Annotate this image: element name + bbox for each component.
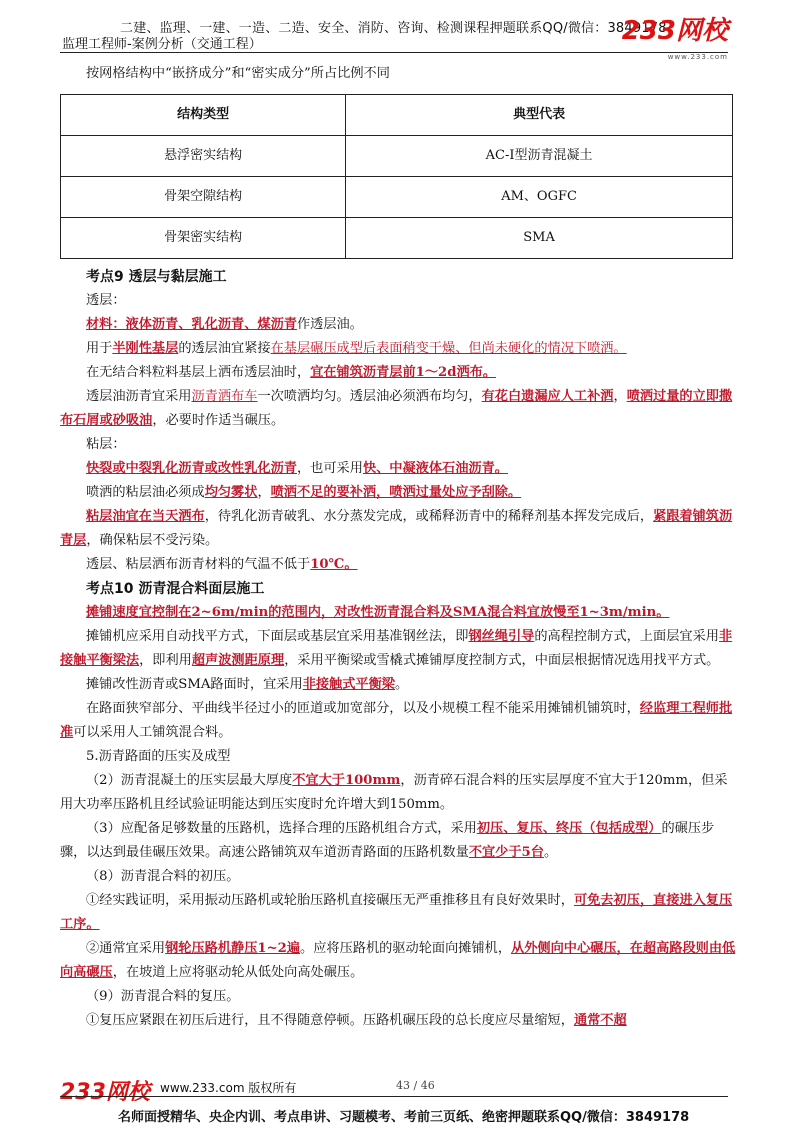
text: ， xyxy=(257,485,271,500)
highlight: 非接触式平衡梁 xyxy=(302,677,395,692)
paragraph xyxy=(60,385,736,433)
highlight: 10℃。 xyxy=(310,557,358,572)
paragraph xyxy=(60,937,736,985)
table-header-cell: 结构类型 xyxy=(61,95,346,136)
paragraph xyxy=(60,673,736,697)
paragraph: （9）沥青混合料的复压。 xyxy=(86,989,240,1004)
table-row xyxy=(61,218,733,259)
logo-text: 233网校 xyxy=(621,16,728,46)
paragraph xyxy=(60,601,736,625)
highlight: 材料：液体沥青、乳化沥青、煤沥青 xyxy=(86,317,297,332)
highlight: 初压、复压、终压（包括成型） xyxy=(476,821,662,836)
header-ad-line: 二建、监理、一建、一造、二造、安全、消防、咨询、检测课程押题联系QQ/微信：3849178 xyxy=(120,21,667,36)
highlight: 宜在铺筑沥青层前1～2d洒布。 xyxy=(310,365,497,380)
document-title: 监理工程师-案例分析（交通工程） xyxy=(62,37,262,52)
paragraph xyxy=(60,817,736,865)
highlight: 通常不超 xyxy=(573,1013,627,1028)
text: ②通常宜采用 xyxy=(86,941,166,956)
highlight: 半刚性基层 xyxy=(112,341,179,356)
table-cell: 悬浮密实结构 xyxy=(61,136,346,177)
highlight: 非接触平衡梁法 xyxy=(60,629,733,668)
highlight: 在基层碾压成型后表面稍变干燥、但尚未硬化的情况下喷洒。 xyxy=(270,341,627,356)
footer-logo[interactable]: 233网校 xyxy=(60,1080,150,1105)
text: 透层油沥青宜采用 xyxy=(86,389,192,404)
text: ，必要时作适当碾压。 xyxy=(152,413,285,428)
table-cell: 骨架密实结构 xyxy=(61,218,346,259)
paragraph xyxy=(60,769,736,817)
table-row xyxy=(61,177,733,218)
logo-url: www.233.com xyxy=(667,53,728,61)
topic-10-heading: 考点10 沥青混合料面层施工 xyxy=(86,581,265,597)
text: 的透层油宜紧接 xyxy=(178,341,271,356)
text: ，待乳化沥青破乳、水分蒸发完成，或稀释沥青中的稀释剂基本挥发完成后， xyxy=(204,509,654,524)
highlight: 快、中凝液体石油沥青。 xyxy=(362,461,508,476)
section-heading: 5.沥青路面的压实及成型 xyxy=(86,749,231,764)
paragraph xyxy=(60,481,736,505)
paragraph xyxy=(60,313,736,337)
highlight: 喷洒不足的要补洒，喷洒过量处应予刮除。 xyxy=(270,485,522,500)
table-header-cell: 典型代表 xyxy=(346,95,733,136)
text: ， xyxy=(613,389,627,404)
text: 可以采用人工铺筑混合料。 xyxy=(73,725,232,740)
text: 。 xyxy=(395,677,409,692)
text: （3）应配备足够数量的压路机，选择合理的压路机组合方式，采用 xyxy=(86,821,477,836)
paragraph xyxy=(60,505,736,553)
highlight: 超声波测距原理 xyxy=(191,653,285,668)
table-row xyxy=(61,136,733,177)
text: ，采用平衡梁或雪橇式摊铺厚度控制方式，中面层根据情况选用找平方式。 xyxy=(284,653,720,668)
table-cell: SMA xyxy=(346,218,733,259)
highlight: 均匀雾状 xyxy=(204,485,258,500)
highlight: 可免去初压，直接进入复压工序。 xyxy=(60,893,733,932)
text: 。 xyxy=(543,845,558,860)
table-cell: AC-Ⅰ型沥青混凝土 xyxy=(346,136,733,177)
highlight: 有花白遗漏应人工补洒 xyxy=(481,389,614,404)
highlight: 经监理工程师批准 xyxy=(60,701,733,740)
table-cell: 骨架空隙结构 xyxy=(61,177,346,218)
topic-9-heading: 考点9 透层与黏层施工 xyxy=(86,269,227,285)
text: ，确保粘层不受污染。 xyxy=(86,533,219,548)
text: ①复压应紧跟在初压后进行，且不得随意停顿。压路机碾压段的总长度应尽量缩短， xyxy=(86,1013,574,1028)
paragraph xyxy=(60,457,736,481)
table-cell: AM、OGFC xyxy=(346,177,733,218)
text: 喷洒的粘层油必须成 xyxy=(86,485,205,500)
header-divider xyxy=(60,52,728,53)
footer-divider xyxy=(60,1096,728,1097)
footer-ad-line: 名师面授精华、央企内训、考点串讲、习题模考、考前三页纸、绝密押题联系QQ/微信：3849178 xyxy=(118,1110,690,1125)
paragraph: （8）沥青混合料的初压。 xyxy=(86,869,240,884)
text: 作透层油。 xyxy=(297,317,363,332)
highlight: 钢丝绳引导 xyxy=(468,629,535,644)
text: ，即利用 xyxy=(139,653,192,668)
paragraph xyxy=(60,625,736,673)
paragraph xyxy=(60,1009,736,1033)
text: 在无结合料粒料基层上洒布透层油时， xyxy=(86,365,311,380)
highlight: 快裂或中裂乳化沥青或改性乳化沥青 xyxy=(86,461,297,476)
paragraph xyxy=(60,553,736,577)
text: 摊铺机应采用自动找平方式，下面层或基层宜采用基准钢丝法，即 xyxy=(86,629,469,644)
text: ，也可采用 xyxy=(297,461,363,476)
intro-text: 按网格结构中“嵌挤成分”和“密实成分”所占比例不同 xyxy=(86,66,390,81)
paragraph xyxy=(60,889,736,937)
text: ①经实践证明，采用振动压路机或轮胎压路机直接碾压无严重推移且有良好效果时， xyxy=(86,893,574,908)
text: 摊铺改性沥青或SMA路面时，宜采用 xyxy=(86,677,303,692)
paragraph xyxy=(60,697,736,745)
structure-table xyxy=(60,94,733,259)
paragraph xyxy=(60,361,736,385)
footer-copyright: www.233.com 版权所有 xyxy=(160,1081,297,1095)
highlight: 喷洒过量的立即撒布石屑或砂吸油 xyxy=(60,389,733,428)
text: 用于 xyxy=(86,341,113,356)
text: 的高程控制方式，上面层宜采用 xyxy=(534,629,719,644)
text: （2）沥青混凝土的压实层最大厚度 xyxy=(86,773,293,788)
highlight: 粘层油宜在当天洒布 xyxy=(86,509,205,524)
highlight: 摊铺速度宜控制在2~6m/min的范围内，对改性沥青混合料及SMA混合料宜放慢至1~3m/min。 xyxy=(86,605,670,620)
tack-coat-label: 粘层： xyxy=(86,437,126,452)
text: 透层、粘层洒布沥青材料的气温不低于 xyxy=(86,557,311,572)
highlight: 钢轮压路机静压1~2遍 xyxy=(165,941,301,956)
text: 在路面狭窄部分、平曲线半径过小的匝道或加宽部分，以及小规模工程不能采用摊铺机铺筑时， xyxy=(86,701,640,716)
text: 。应将压路机的驱动轮面向摊铺机， xyxy=(300,941,512,956)
highlight: 不宜少于5台 xyxy=(468,845,544,860)
prime-coat-label: 透层： xyxy=(86,293,126,308)
page-content xyxy=(60,62,736,1033)
highlight: 沥青洒布车 xyxy=(191,389,258,404)
highlight: 从外侧向中心碾压，在超高路段则由低向高碾压 xyxy=(60,941,736,980)
text: 一次喷洒均匀。透层油必须洒布均匀， xyxy=(257,389,482,404)
highlight: 紧跟着铺筑沥青层 xyxy=(60,509,733,548)
text: ，沥青碎石混合料的压实层厚度不宜大于120mm，但采用大功率压路机且经试验证明能达到压实度时允许增大到150mm。 xyxy=(60,773,728,812)
highlight: 不宜大于100mm xyxy=(292,773,401,788)
text: ，在坡道上应将驱动轮从低处向高处碾压。 xyxy=(112,965,364,980)
page-number: 43 / 46 xyxy=(396,1079,435,1092)
paragraph xyxy=(60,337,736,361)
table-header-row xyxy=(61,95,733,136)
text: 的碾压步骤，以达到最佳碾压效果。高速公路铺筑双车道沥青路面的压路机数量 xyxy=(60,821,715,860)
